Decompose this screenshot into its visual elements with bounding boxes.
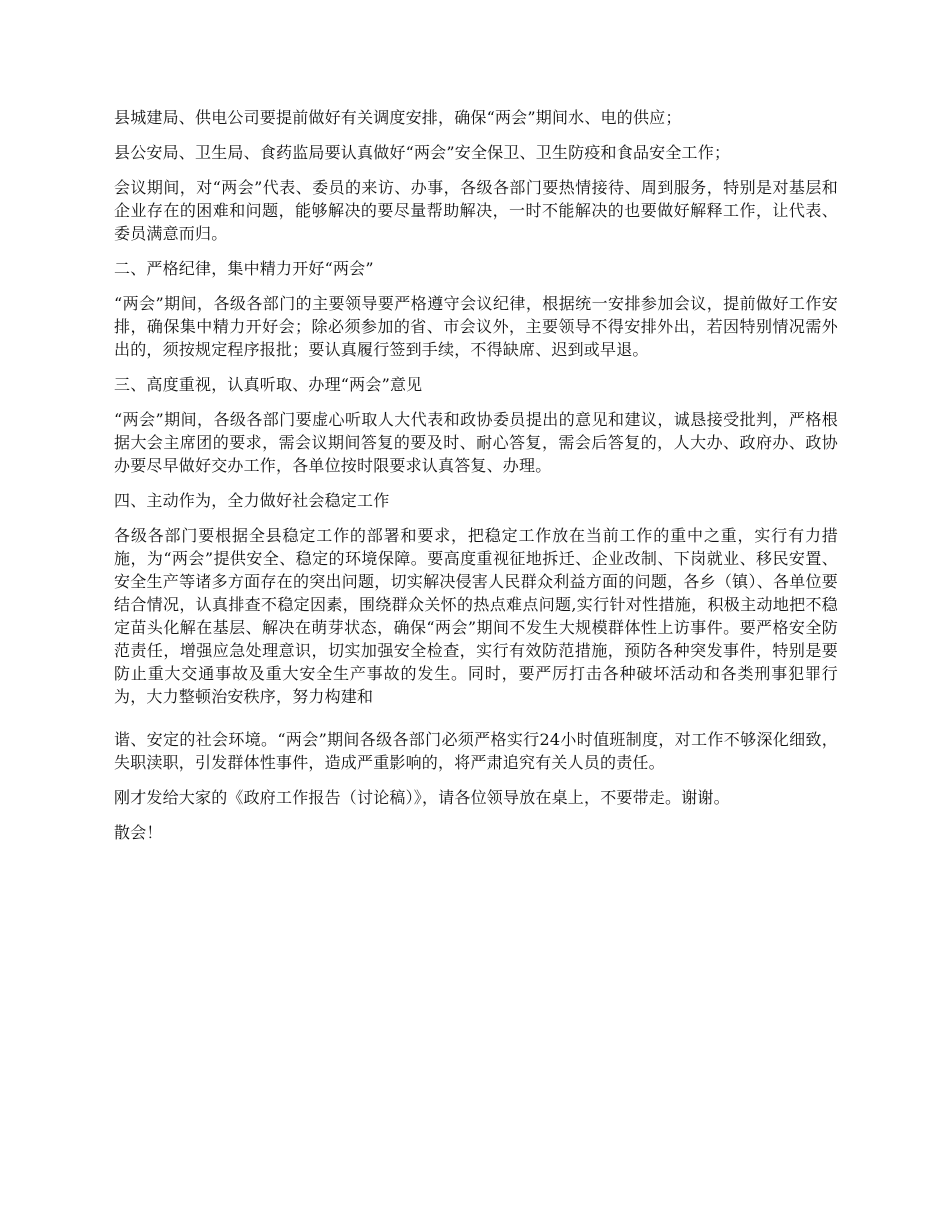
- heading-stability: 四、主动作为，全力做好社会稳定工作: [114, 491, 390, 510]
- heading-opinions: 三、高度重视，认真听取、办理“两会”意见: [114, 375, 423, 394]
- paragraph-adjourn: 散会！: [114, 823, 163, 842]
- paragraph-report: 刚才发给大家的《政府工作报告（讨论稿）》，请各位领导放在桌上，不要带走。谢谢。: [114, 788, 730, 807]
- paragraph-discipline: “两会”期间，各级各部门的主要领导要严格遵守会议纪律，根据统一安排参加会议，提前做好工作安排，确保集中精力开好会；除必须参加的省、市会议外，主要领导不得安排外出，若因特别情况需外出的，须按规定程序报批；要认真履行签到手续，不得缺席、迟到或早退。: [114, 294, 838, 359]
- paragraph-stability: 各级各部门要根据全县稳定工作的部署和要求，把稳定工作放在当前工作的重中之重，实行有力措施，为“两会”提供安全、稳定的环境保障。要高度重视征地拆迁、企业改制、下岗就业、移民安置、安全生产等诸多方面存在的突出问题，切实解决侵害人民群众利益方面的问题，各乡（镇）、各单位要结合情况，认真排查不稳定因素，围绕群众关怀的热点难点问题,实行针对性措施，积极主动地把不稳定苗头化解在基层、解决在萌芽状态，确保“两会”期间不发生大规模群体性上访事件。要严格安全防范责任，增强应急处理意识，切实加强安全检查，实行有效防范措施，预防各种突发事件，特别是要防止重大交通事故及重大安全生产事故的发生。同时，要严厉打击各种破坏活动和各类刑事犯罪行为，大力整顿治安秩序，努力构建和: [114, 526, 838, 706]
- heading-discipline: 二、严格纪律，集中精力开好“两会”: [114, 259, 374, 278]
- paragraph-opinions: “两会”期间，各级各部门要虚心听取人大代表和政协委员提出的意见和建议，诚恳接受批判，严格根据大会主席团的要求，需会议期间答复的要及时、耐心答复，需会后答复的，人大办、政府办、政协办要尽早做好交办工作，各单位按时限要求认真答复、办理。: [114, 410, 838, 475]
- paragraph-duty: 谐、安定的社会环境。“两会”期间各级各部门必须严格实行24小时值班制度，对工作不够深化细致，失职渎职，引发群体性事件，造成严重影响的，将严肃追究有关人员的责任。: [114, 730, 838, 772]
- paragraph-reception: 会议期间，对“两会”代表、委员的来访、办事，各级各部门要热情接待、周到服务，特别是对基层和企业存在的困难和问题，能够解决的要尽量帮助解决，一时不能解决的也要做好解释工作，让代表、委员满意而归。: [114, 178, 838, 243]
- paragraph-security: 县公安局、卫生局、食药监局要认真做好“两会”安全保卫、卫生防疫和食品安全工作；: [114, 143, 731, 162]
- paragraph-utilities: 县城建局、供电公司要提前做好有关调度安排，确保“两会”期间水、电的供应；: [114, 108, 682, 127]
- document-body: [114, 106, 838, 856]
